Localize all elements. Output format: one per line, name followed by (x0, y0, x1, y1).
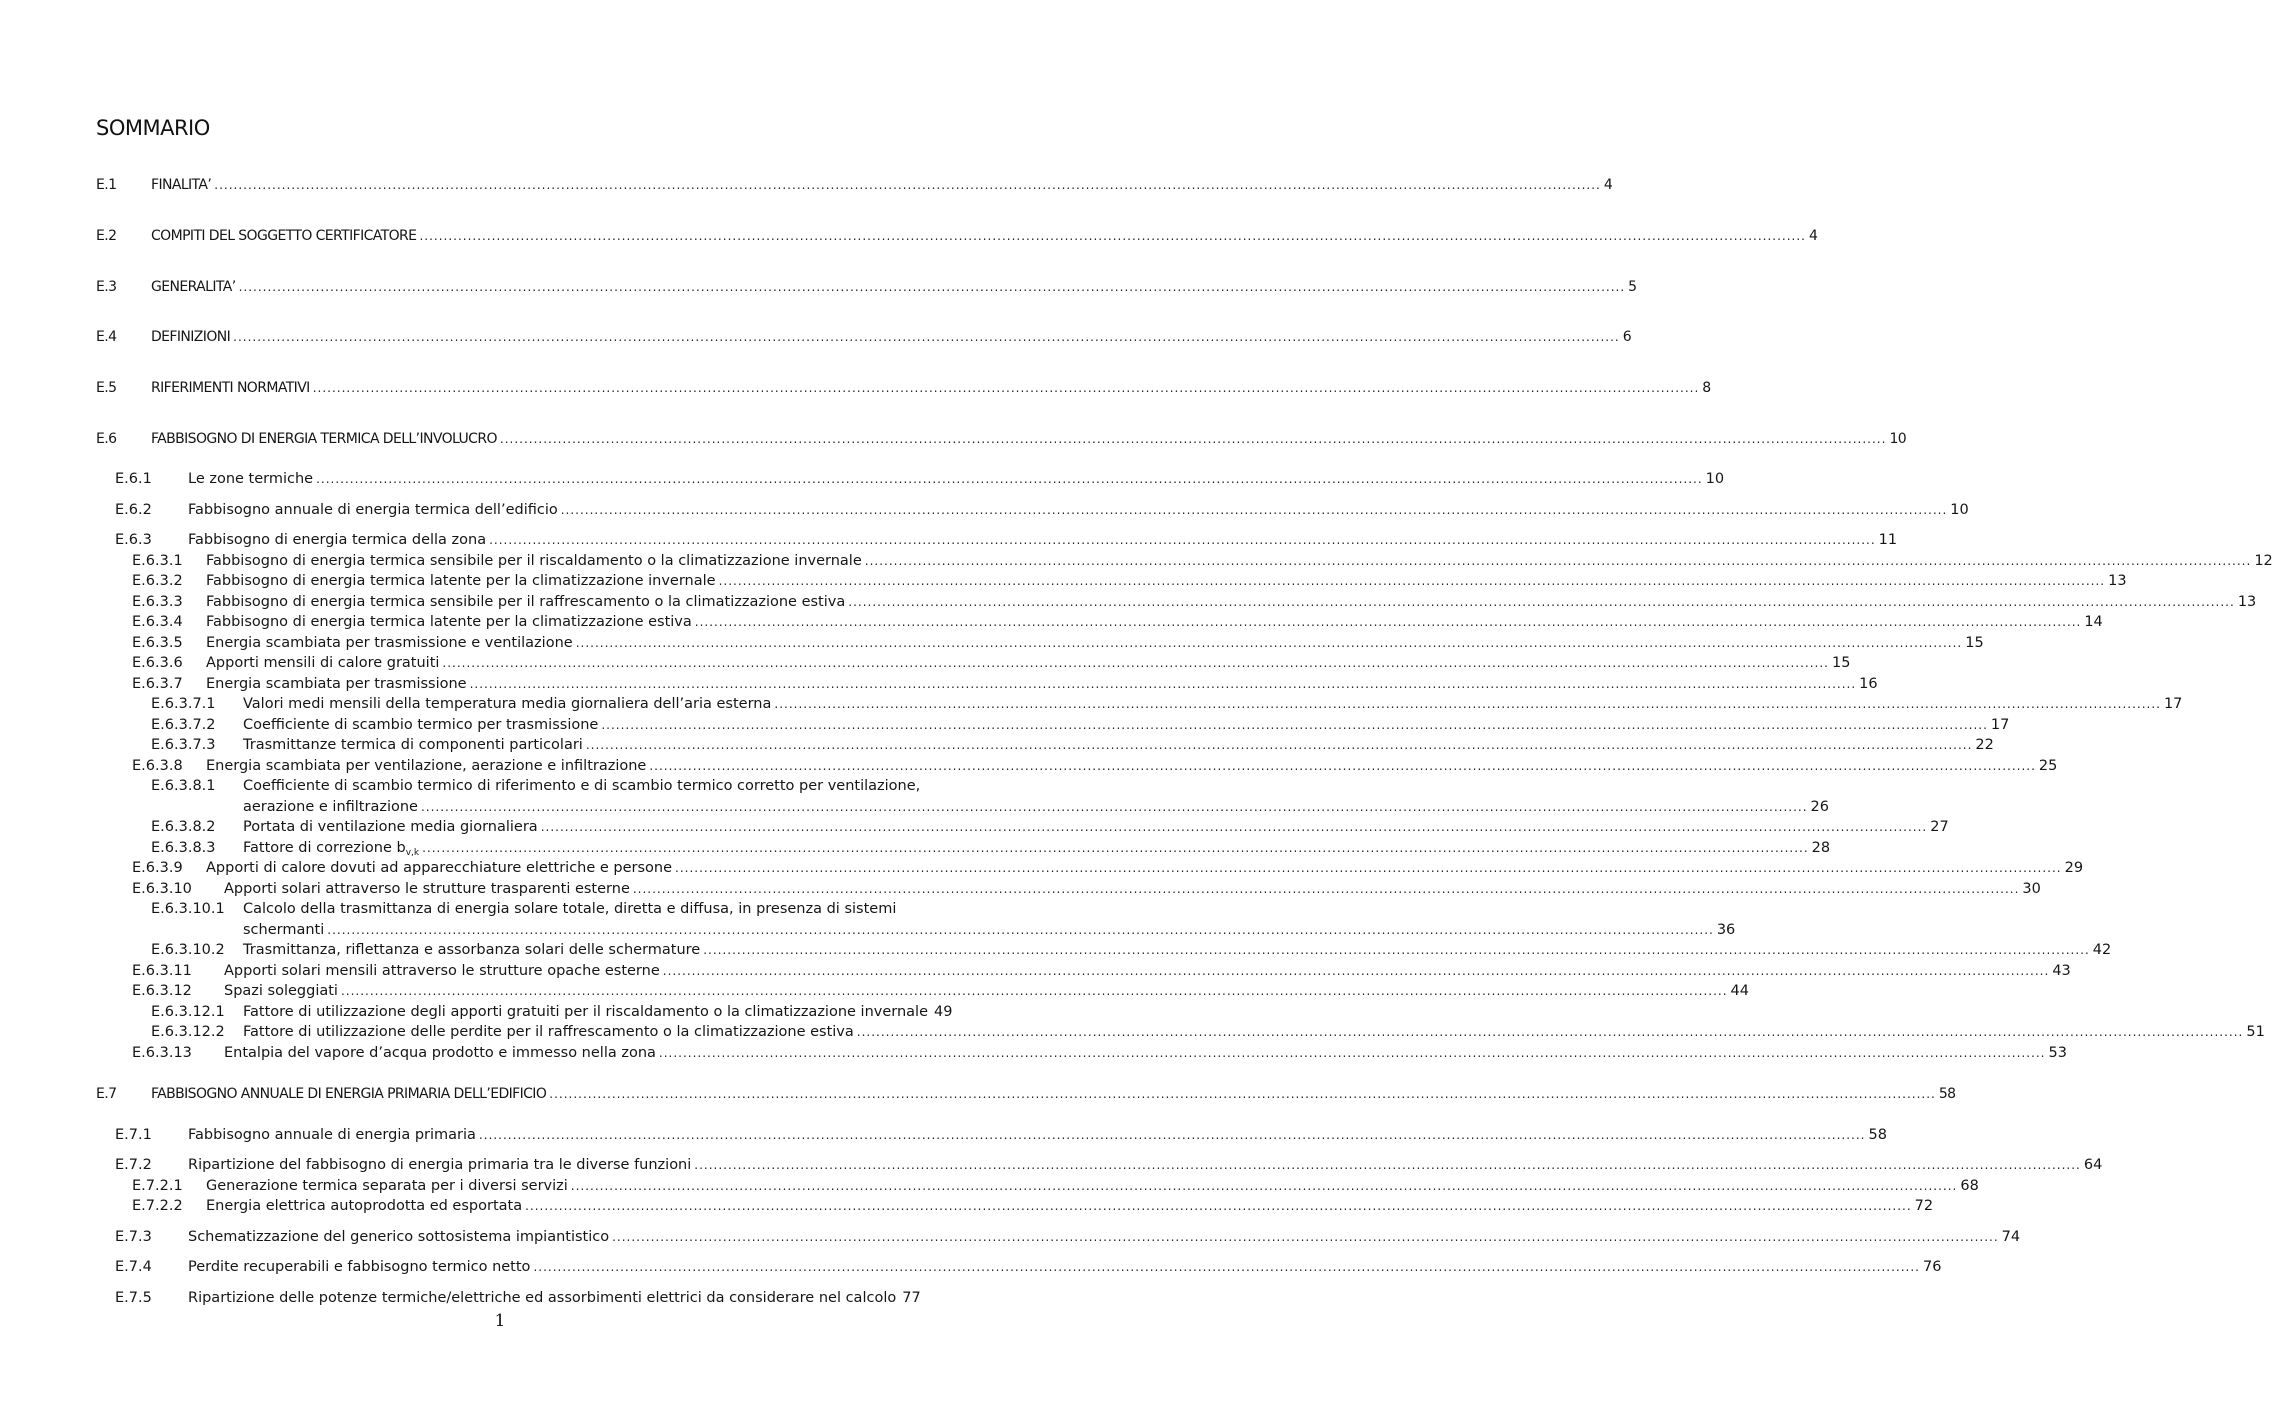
toc-entry[interactable] (0, 1084, 1956, 1104)
toc-entry-title: Trasmittanza, riflettanza e assorbanza solari delle schermature (243, 942, 701, 958)
dot-leader (649, 756, 2036, 776)
toc-entry-title: aerazione e infiltrazione (243, 799, 418, 815)
toc-entry-title: Fabbisogno di energia termica sensibile per il riscaldamento o la climatizzazione invernale (206, 553, 862, 569)
dot-leader (479, 1125, 1866, 1145)
toc-entry[interactable] (0, 327, 1632, 347)
dot-leader (695, 612, 2082, 632)
page-number: 1 (494, 1311, 506, 1331)
dot-leader (442, 653, 1829, 673)
dot-leader (239, 277, 1626, 297)
toc-entry-title: Fabbisogno di energia termica della zona (188, 532, 487, 548)
toc-entry-number: E.7.2.2 (132, 1198, 183, 1214)
toc-entry-number: E.6.1 (115, 471, 152, 487)
toc-entry-number: E.3 (96, 279, 117, 295)
toc-entry-title: RIFERIMENTI NORMATIVI (151, 380, 310, 396)
dot-leader (313, 378, 1700, 398)
toc-entry-page: 16 (1859, 676, 1878, 692)
dot-leader (500, 429, 1887, 449)
toc-entry-title: Fabbisogno di energia termica sensibile per il raffrescamento o la climatizzazione estiva (206, 594, 846, 610)
toc-entry[interactable] (0, 1022, 2265, 1042)
toc-entry-page: 58 (1938, 1086, 1956, 1102)
toc-entry-title: FABBISOGNO DI ENERGIA TERMICA DELL’INVOLUCRO (151, 431, 497, 447)
toc-entry[interactable] (0, 551, 2273, 571)
toc-entry[interactable] (0, 735, 1994, 755)
toc-entry-number: E.6.3.4 (132, 614, 183, 630)
toc-entry-title-line1: Calcolo della trasmittanza di energia solare totale, diretta e diffusa, in presenza di sistemi (243, 901, 897, 917)
toc-entry-page: 6 (1622, 329, 1632, 345)
toc-entry-title: schermanti (243, 922, 325, 938)
dot-leader (586, 735, 1973, 755)
toc-entry[interactable] (0, 592, 2257, 612)
toc-entry-page: 13 (2108, 573, 2127, 589)
toc-entry-page: 27 (1930, 819, 1949, 835)
toc-entry-page: 11 (1878, 532, 1898, 548)
toc-entry-title: DEFINIZIONI (151, 329, 231, 345)
dot-leader (659, 1043, 2046, 1063)
dot-leader (470, 674, 1857, 694)
toc-entry-title: Fattore di correzione $b_{v,k}$ (243, 840, 420, 858)
toc-entry[interactable] (0, 1043, 2067, 1063)
dot-leader (421, 797, 1808, 817)
toc-entry-page: 17 (1990, 717, 2010, 733)
toc-entry-title: GENERALITA’ (151, 279, 236, 295)
toc-entry-title: Apporti solari attraverso le strutture trasparenti esterne (224, 881, 630, 897)
toc-entry[interactable] (0, 1196, 1934, 1216)
dot-leader (316, 469, 1703, 489)
toc-entry-page: 22 (1975, 737, 1994, 753)
toc-entry[interactable] (0, 776, 1000, 796)
toc-entry-number: E.6.3 (115, 532, 152, 548)
dot-leader (633, 879, 2020, 899)
toc-entry-number: E.7 (96, 1086, 117, 1102)
dot-leader (525, 1196, 1912, 1216)
toc-entry-page: 17 (2163, 696, 2183, 712)
toc-entry[interactable] (0, 571, 2127, 591)
toc-entry-page: 26 (1810, 799, 1829, 815)
toc-entry-title: Energia scambiata per trasmissione (206, 676, 467, 692)
dot-leader (865, 551, 2252, 571)
toc-entry-number: E.6.3.7.3 (151, 737, 216, 753)
toc-entry[interactable] (0, 1176, 1979, 1196)
dot-leader (489, 530, 1876, 550)
toc-entry-page: 10 (1889, 431, 1907, 447)
toc-entry-number: E.6.3.9 (132, 860, 183, 876)
toc-entry-page: 43 (2052, 963, 2071, 979)
toc-entry-number: E.7.4 (115, 1259, 152, 1275)
toc-entry-number: E.7.5 (115, 1290, 152, 1306)
dot-leader (612, 1227, 1999, 1247)
toc-entry-number: E.6.3.8.1 (151, 778, 216, 794)
dot-leader (576, 633, 1963, 653)
document-title: SOMMARIO (96, 116, 210, 140)
toc-entry-number: E.6.3.8 (132, 758, 183, 774)
toc-entry-number: E.6.3.12.1 (151, 1004, 225, 1020)
dot-leader (561, 500, 1948, 520)
toc-entry[interactable] (0, 1257, 1942, 1277)
toc-entry-page: 68 (1960, 1178, 1979, 1194)
toc-entry[interactable] (0, 879, 2041, 899)
dot-leader (549, 1084, 1936, 1104)
toc-entry[interactable] (0, 530, 1898, 550)
toc-entry-page: 77 (902, 1290, 921, 1306)
toc-entry-page: 44 (1730, 983, 1749, 999)
toc-entry-title: Trasmittanze termica di componenti particolari (243, 737, 583, 753)
toc-entry-page: 12 (2254, 553, 2273, 569)
toc-entry-number: E.6.3.11 (132, 963, 192, 979)
toc-entry-number: E.6 (96, 431, 117, 447)
dot-leader (857, 1022, 2244, 1042)
toc-entry[interactable] (0, 633, 1984, 653)
toc-entry-number: E.6.2 (115, 502, 152, 518)
toc-entry-number: E.7.2 (115, 1157, 152, 1173)
toc-entry[interactable] (0, 429, 1907, 449)
toc-entry-number: E.7.3 (115, 1229, 152, 1245)
toc-entry-title: Fattore di utilizzazione delle perdite per il raffrescamento o la climatizzazione estiva (243, 1024, 854, 1040)
toc-entry-title: FABBISOGNO ANNUALE DI ENERGIA PRIMARIA DELL’EDIFICIO (151, 1086, 547, 1102)
toc-entry-number: E.6.3.7 (132, 676, 183, 692)
toc-entry-number: E.6.3.13 (132, 1045, 192, 1061)
dot-leader (214, 175, 1601, 195)
toc-entry[interactable] (0, 612, 2103, 632)
dot-leader (601, 715, 1988, 735)
toc-entry[interactable] (0, 1155, 2103, 1175)
toc-entry[interactable] (0, 1227, 2021, 1247)
toc-entry-page: 36 (1716, 922, 1736, 938)
toc-entry-number: E.6.3.8.3 (151, 840, 216, 856)
dot-leader (541, 817, 1928, 837)
dot-leader (233, 327, 1620, 347)
toc-entry-page: 13 (2237, 594, 2257, 610)
toc-entry-number: E.1 (96, 177, 117, 193)
dot-leader (774, 694, 2161, 714)
toc-entry-title-line1: Coefficiente di scambio termico di riferimento e di scambio termico corretto per ventilazione, (243, 778, 921, 794)
toc-entry-page: 76 (1923, 1259, 1942, 1275)
toc-entry[interactable] (0, 175, 1613, 195)
dot-leader (422, 838, 1809, 858)
toc-entry-number: E.6.3.6 (132, 655, 183, 671)
toc-entry-title: COMPITI DEL SOGGETTO CERTIFICATORE (151, 228, 417, 244)
toc-entry-page: 51 (2246, 1024, 2265, 1040)
dot-leader (675, 858, 2062, 878)
toc-entry-title: Coefficiente di scambio termico per trasmissione (243, 717, 599, 733)
toc-entry-page: 49 (934, 1004, 953, 1020)
toc-entry-title: Fabbisogno annuale di energia termica dell’edificio (188, 502, 558, 518)
toc-entry-title: Fattore di utilizzazione degli apporti gratuiti per il riscaldamento o la climatizzazione invernale (243, 1004, 929, 1020)
toc-entry[interactable] (0, 858, 2084, 878)
toc-entry-title: Energia elettrica autoprodotta ed esportata (206, 1198, 523, 1214)
toc-entry-title: Energia scambiata per ventilazione, aerazione e infiltrazione (206, 758, 647, 774)
toc-entry-number: E.2 (96, 228, 117, 244)
toc-entry-number: E.6.3.7.2 (151, 717, 216, 733)
toc-entry-number: E.6.3.12 (132, 983, 192, 999)
toc-entry-page: 15 (1965, 635, 1984, 651)
toc-entry-page: 5 (1628, 279, 1637, 295)
toc-entry-number: E.6.3.10.1 (151, 901, 225, 917)
toc-entry[interactable] (0, 277, 1637, 297)
dot-leader (848, 592, 2235, 612)
toc-entry[interactable] (0, 940, 2112, 960)
toc-entry-number: E.6.3.8.2 (151, 819, 216, 835)
toc-entry-title: Portata di ventilazione media giornaliera (243, 819, 538, 835)
toc-entry-title: Energia scambiata per trasmissione e ventilazione (206, 635, 573, 651)
toc-entry-continuation[interactable] (0, 920, 1736, 940)
toc-entry-number: E.6.3.7.1 (151, 696, 216, 712)
toc-entry-number: E.6.3.2 (132, 573, 183, 589)
toc-entry[interactable] (0, 1002, 1000, 1022)
dot-leader (703, 940, 2090, 960)
toc-entry[interactable] (0, 715, 2010, 735)
toc-entry-title: Perdite recuperabili e fabbisogno termico netto (188, 1259, 531, 1275)
toc-entry-number: E.7.2.1 (132, 1178, 183, 1194)
toc-entry-title: FINALITA’ (151, 177, 212, 193)
toc-entry-page: 28 (1811, 840, 1831, 856)
toc-entry-number: E.6.3.5 (132, 635, 183, 651)
dot-leader (663, 961, 2050, 981)
toc-entry-title: Ripartizione delle potenze termiche/elettriche ed assorbimenti elettrici da considerare nel calcolo (188, 1290, 897, 1306)
toc-entry[interactable] (0, 674, 1878, 694)
toc-entry-title: Fabbisogno di energia termica latente per la climatizzazione invernale (206, 573, 716, 589)
toc-entry[interactable] (0, 817, 1949, 837)
toc-entry-page: 4 (1603, 177, 1613, 193)
toc-entry-number: E.4 (96, 329, 117, 345)
toc-entry-number: E.7.1 (115, 1127, 152, 1143)
toc-entry[interactable] (0, 838, 1831, 858)
toc-entry[interactable] (0, 226, 1818, 246)
toc-entry[interactable] (0, 694, 2183, 714)
toc-entry-number: E.6.3.10 (132, 881, 192, 897)
toc-entry-title: Spazi soleggiati (224, 983, 338, 999)
toc-entry[interactable] (0, 981, 1749, 1001)
toc-entry-page: 4 (1809, 228, 1818, 244)
toc-entry[interactable] (0, 961, 2071, 981)
toc-entry[interactable] (0, 469, 1725, 489)
toc-entry-page: 42 (2092, 942, 2112, 958)
dot-leader (419, 226, 1806, 246)
toc-entry-continuation[interactable] (0, 797, 1829, 817)
toc-entry-page: 53 (2048, 1045, 2067, 1061)
toc-entry[interactable] (0, 378, 1711, 398)
dot-leader (327, 920, 1714, 940)
toc-entry-page: 74 (2001, 1229, 2021, 1245)
dot-leader (719, 571, 2106, 591)
toc-entry[interactable] (0, 899, 1000, 919)
toc-entry-page: 58 (1868, 1127, 1887, 1143)
toc-entry-title: Apporti solari mensili attraverso le strutture opache esterne (224, 963, 660, 979)
toc-entry-number: E.6.3.1 (132, 553, 183, 569)
dot-leader (341, 981, 1728, 1001)
toc-entry-page: 30 (2022, 881, 2041, 897)
toc-entry[interactable] (0, 500, 1969, 520)
subscript: v,k (405, 848, 420, 858)
toc-entry-number: E.6.3.12.2 (151, 1024, 225, 1040)
toc-entry-page: 15 (1831, 655, 1851, 671)
toc-entry-title: Apporti mensili di calore gratuiti (206, 655, 440, 671)
toc-entry-title: Ripartizione del fabbisogno di energia primaria tra le diverse funzioni (188, 1157, 692, 1173)
dot-leader (571, 1176, 1958, 1196)
toc-entry-number: E.6.3.3 (132, 594, 183, 610)
toc-entry-title: Fabbisogno di energia termica latente per la climatizzazione estiva (206, 614, 692, 630)
toc-entry-page: 29 (2064, 860, 2084, 876)
toc-entry-number: E.6.3.10.2 (151, 942, 225, 958)
toc-entry[interactable] (0, 653, 1851, 673)
toc-entry-page: 72 (1914, 1198, 1934, 1214)
toc-entry-page: 10 (1950, 502, 1969, 518)
toc-entry[interactable] (0, 1288, 1000, 1308)
toc-entry-page: 64 (2083, 1157, 2103, 1173)
toc-entry-title: Apporti di calore dovuti ad apparecchiature elettriche e persone (206, 860, 673, 876)
toc-entry-title: Entalpia del vapore d’acqua prodotto e immesso nella zona (224, 1045, 656, 1061)
toc-entry-title: Valori medi mensili della temperatura media giornaliera dell’aria esterna (243, 696, 772, 712)
toc-entry-title: Generazione termica separata per i diversi servizi (206, 1178, 568, 1194)
toc-entry-page: 14 (2084, 614, 2103, 630)
toc-entry-title: Schematizzazione del generico sottosistema impiantistico (188, 1229, 610, 1245)
toc-entry-title: Le zone termiche (188, 471, 314, 487)
dot-leader (533, 1257, 1920, 1277)
toc-entry[interactable] (0, 756, 2058, 776)
toc-entry-page: 8 (1702, 380, 1711, 396)
toc-entry[interactable] (0, 1125, 1887, 1145)
toc-entry-page: 25 (2038, 758, 2058, 774)
dot-leader (694, 1155, 2081, 1175)
toc-entry-number: E.5 (96, 380, 117, 396)
toc-entry-title: Fabbisogno annuale di energia primaria (188, 1127, 476, 1143)
toc-entry-page: 10 (1705, 471, 1725, 487)
